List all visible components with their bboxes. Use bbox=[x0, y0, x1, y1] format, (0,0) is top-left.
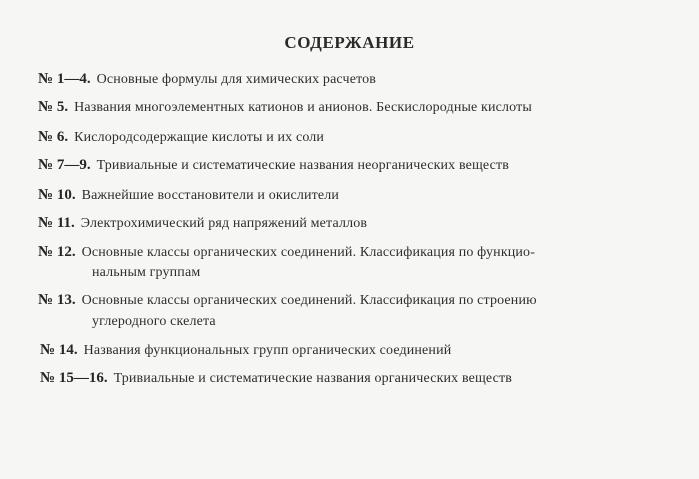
page-title: СОДЕРЖАНИЕ bbox=[284, 33, 415, 52]
entry-number: № 13. bbox=[38, 292, 76, 308]
entry-number: № 12. bbox=[38, 244, 76, 260]
entry-title: Названия многоэлементных катионов и анионов. Бескислородные кислоты bbox=[74, 100, 532, 115]
entry-number: № 14. bbox=[40, 342, 78, 358]
toc-entry-6 bbox=[38, 127, 324, 148]
entry-title: Кислородсодержащие кислоты и их соли bbox=[74, 130, 325, 145]
entry-title: Тривиальные и систематические названия неорганических веществ bbox=[96, 158, 510, 173]
entry-number: № 15—16. bbox=[40, 370, 108, 386]
toc-entry-1 bbox=[38, 69, 376, 90]
toc-entry-12 bbox=[38, 242, 536, 280]
toc-entry-7 bbox=[38, 155, 509, 176]
entry-number: № 7—9. bbox=[38, 157, 91, 173]
toc-entry-11 bbox=[38, 213, 367, 234]
entry-title: Основные формулы для химических расчетов bbox=[96, 72, 377, 87]
entry-title-continuation: углеродного скелета bbox=[92, 314, 216, 329]
toc-entry-5 bbox=[38, 97, 532, 118]
entry-number: № 5. bbox=[38, 99, 69, 115]
entry-number: № 6. bbox=[38, 129, 69, 145]
entry-title: Основные классы органических соединений. Классификация по строению bbox=[81, 293, 537, 308]
entry-title: Названия функциональных групп органических соединений bbox=[83, 343, 452, 358]
entry-title: Электрохимический ряд напряжений металлов bbox=[80, 216, 368, 231]
entry-number: № 1—4. bbox=[38, 71, 91, 87]
entry-title: Важнейшие восстановители и окислители bbox=[81, 188, 340, 203]
toc-entry-15 bbox=[40, 368, 512, 389]
entry-title: Основные классы органических соединений. Классификация по функцио- bbox=[81, 245, 536, 260]
toc-entry-13 bbox=[38, 290, 537, 329]
entry-title-continuation: нальным группам bbox=[92, 265, 201, 280]
toc-entry-14 bbox=[40, 340, 451, 361]
entry-number: № 10. bbox=[38, 187, 76, 203]
entry-title: Тривиальные и систематические названия органических веществ bbox=[113, 371, 513, 386]
entry-number: № 11. bbox=[38, 215, 75, 231]
toc-entry-10 bbox=[38, 185, 339, 206]
